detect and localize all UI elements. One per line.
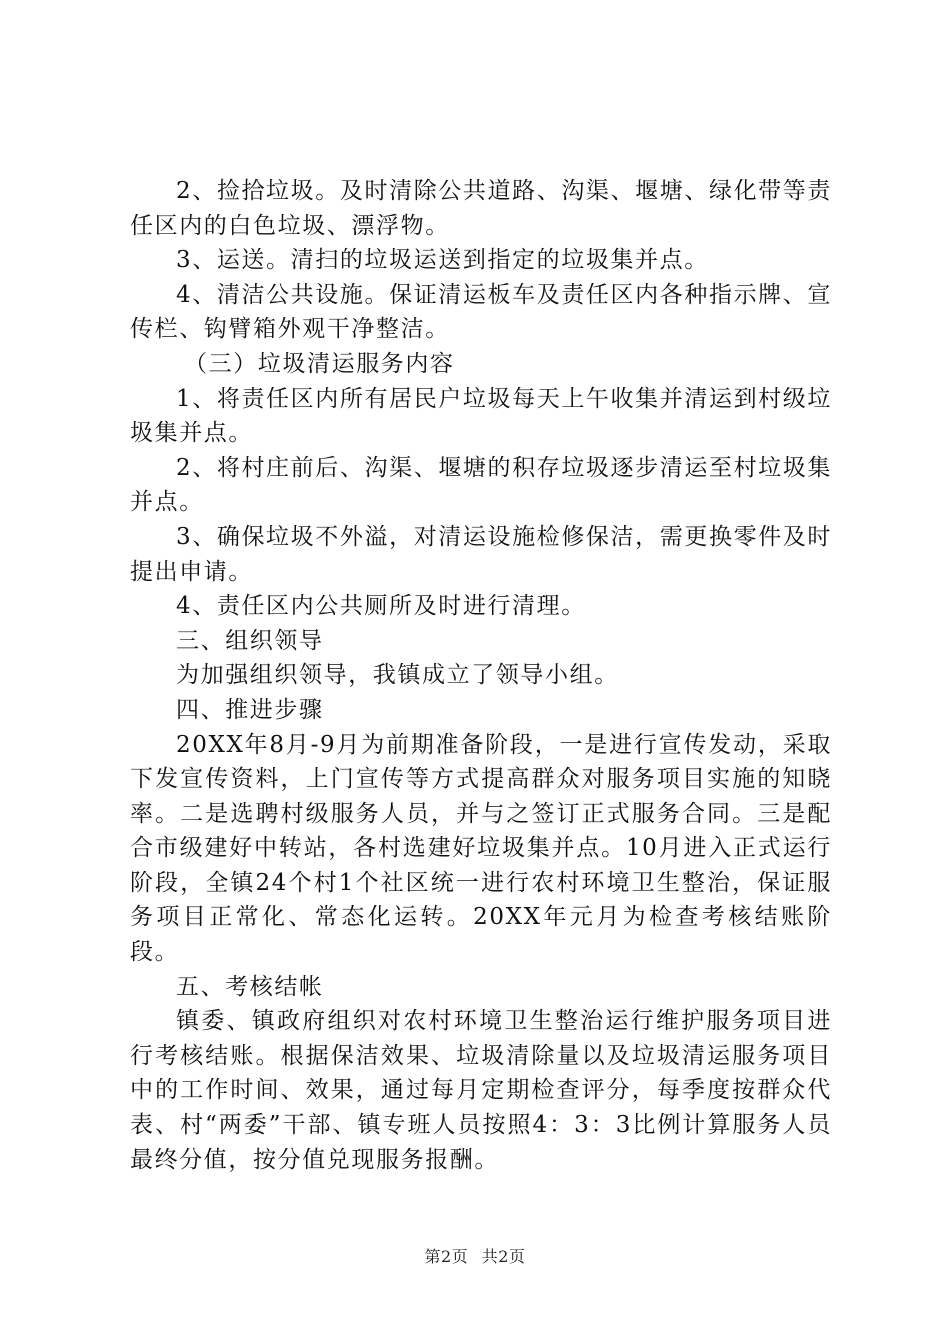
page-number: 第2页 bbox=[424, 1247, 469, 1266]
heading-steps: 四、推进步骤 bbox=[176, 696, 324, 723]
paragraph-transport: 3、运送。清扫的垃圾运送到指定的垃圾集并点。 bbox=[176, 247, 709, 274]
heading-assessment: 五、考核结帐 bbox=[176, 973, 324, 1000]
paragraph-pick-up-garbage: 2、捡拾垃圾。及时清除公共道路、沟渠、堰塘、绿化带等责任区内的白色垃圾、漂浮物。 bbox=[130, 178, 832, 239]
paragraph-steps-body: 20XX年8月-9月为前期准备阶段，一是进行宣传发动，采取下发宣传资料，上门宣传等方式提高群众对服务项目实施的知晓率。二是选聘村级服务人员，并与之签订正式服务合同。三是配合市级建好中转站，各村选建好垃圾集并点。10月进入正式运行阶段，全镇24个村1个社区统一进行农村环境卫生整治，保证服务项目正常化、常态化运转。20XX年元月为检查考核结账阶段。 bbox=[130, 731, 832, 966]
document-body bbox=[130, 174, 832, 1177]
paragraph-assessment-body: 镇委、镇政府组织对农村环境卫生整治运行维护服务项目进行考核结账。根据保洁效果、垃圾清除量以及垃圾清运服务项目中的工作时间、效果，通过每月定期检查评分，每季度按群众代表、村“两委”干部、镇专班人员按照4：3：3比例计算服务人员最终分值，按分值兑现服务报酬。 bbox=[130, 1008, 832, 1173]
page-footer bbox=[0, 1244, 950, 1267]
paragraph-stored-garbage: 2、将村庄前后、沟渠、堰塘的积存垃圾逐步清运至村垃圾集并点。 bbox=[130, 454, 832, 516]
paragraph-collect-household: 1、将责任区内所有居民户垃圾每天上午收集并清运到村级垃圾集并点。 bbox=[130, 385, 832, 447]
page-total: 共2页 bbox=[481, 1247, 526, 1266]
paragraph-leadership-group: 为加强组织领导，我镇成立了领导小组。 bbox=[176, 662, 619, 689]
subheading-garbage-service: （三）垃圾清运服务内容 bbox=[184, 350, 455, 377]
paragraph-public-toilets: 4、责任区内公共厕所及时进行清理。 bbox=[176, 593, 586, 620]
paragraph-clean-facilities: 4、清洁公共设施。保证清运板车及责任区内各种指示牌、宣传栏、钩臂箱外观干净整洁。 bbox=[130, 281, 832, 343]
heading-organization: 三、组织领导 bbox=[176, 627, 324, 654]
paragraph-no-overflow: 3、确保垃圾不外溢，对清运设施检修保洁，需更换零件及时提出申请。 bbox=[130, 523, 832, 585]
